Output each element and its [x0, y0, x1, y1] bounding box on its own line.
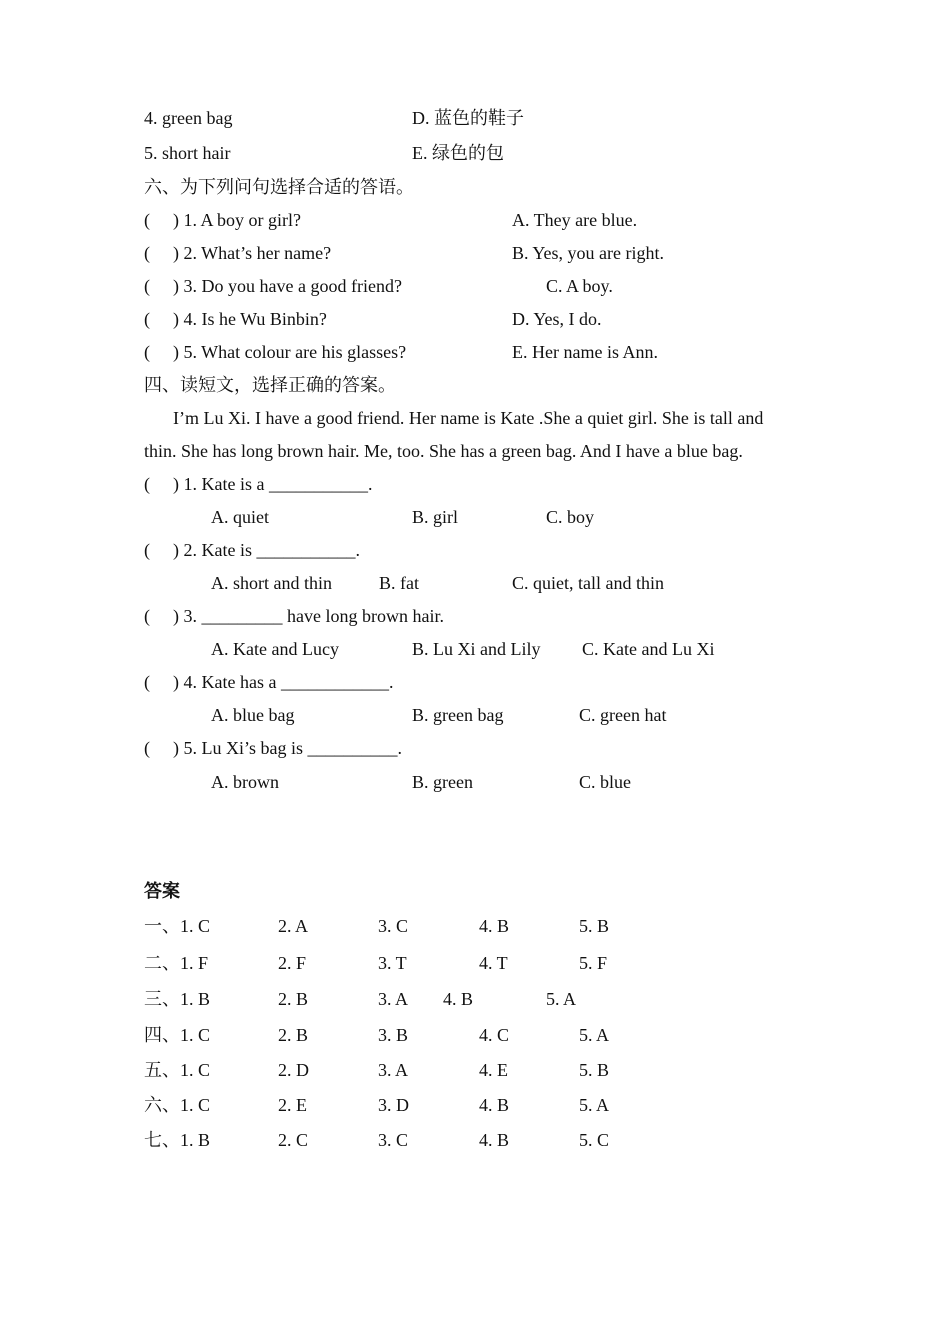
answer-option: E. Her name is Ann. — [512, 342, 658, 362]
question-text: ) 5. What colour are his glasses? — [173, 342, 407, 362]
answer-row-label: 一、1. C — [144, 916, 211, 936]
answer-cell: 4. C — [479, 1025, 510, 1045]
option-a: A. short and thin — [211, 573, 332, 593]
answer-option: D. Yes, I do. — [512, 309, 602, 329]
passage-line: thin. She has long brown hair. Me, too. She has a green bag. And I have a blue bag. — [144, 441, 743, 461]
match-item-left: 5. short hair — [144, 143, 231, 163]
answer-cell: 3. B — [378, 1025, 409, 1045]
answer-cell: 5. B — [579, 1060, 610, 1080]
answer-cell: 4. B — [443, 989, 474, 1009]
question-text: ) 5. Lu Xi’s bag is __________. — [173, 738, 402, 758]
answer-cell: 2. F — [278, 953, 307, 973]
answer-paren: ( — [144, 243, 150, 263]
match-item-right: D. 蓝色的鞋子 — [412, 108, 524, 128]
question-text: ) 1. Kate is a ___________. — [173, 474, 373, 494]
answer-cell: 2. B — [278, 1025, 309, 1045]
answer-paren: ( — [144, 738, 150, 758]
answer-paren: ( — [144, 606, 150, 626]
answer-cell: 5. C — [579, 1130, 610, 1150]
answer-cell: 5. F — [579, 953, 608, 973]
answer-paren: ( — [144, 672, 150, 692]
answer-cell: 3. T — [378, 953, 407, 973]
answer-cell: 4. T — [479, 953, 508, 973]
section-four-heading: 四、读短文，选择正确的答案。 — [144, 375, 396, 395]
option-b: B. Lu Xi and Lily — [412, 639, 541, 659]
answer-cell: 5. B — [579, 916, 610, 936]
match-item-left: 4. green bag — [144, 108, 233, 128]
option-b: B. green bag — [412, 705, 504, 725]
answer-cell: 2. C — [278, 1130, 309, 1150]
answer-paren: ( — [144, 210, 150, 230]
question-text: ) 2. What’s her name? — [173, 243, 332, 263]
passage-line: I’m Lu Xi. I have a good friend. Her name is Kate .She a quiet girl. She is tall and — [173, 408, 764, 428]
option-c: C. blue — [579, 772, 631, 792]
question-text: ) 4. Kate has a ____________. — [173, 672, 394, 692]
answer-cell: 5. A — [579, 1025, 610, 1045]
option-a: A. quiet — [211, 507, 269, 527]
option-a: A. Kate and Lucy — [211, 639, 339, 659]
option-c: C. boy — [546, 507, 595, 527]
answer-paren: ( — [144, 342, 150, 362]
answer-cell: 5. A — [579, 1095, 610, 1115]
answer-row-label: 四、1. C — [144, 1025, 211, 1045]
answer-paren: ( — [144, 474, 150, 494]
answer-cell: 3. D — [378, 1095, 409, 1115]
option-b: B. fat — [379, 573, 419, 593]
answer-cell: 4. B — [479, 1095, 510, 1115]
answer-paren: ( — [144, 309, 150, 329]
answer-option: A. They are blue. — [512, 210, 638, 230]
answer-row-label: 七、1. B — [144, 1130, 211, 1150]
answer-option: C. A boy. — [546, 276, 613, 296]
option-c: C. Kate and Lu Xi — [582, 639, 715, 659]
option-b: B. green — [412, 772, 473, 792]
answer-row-label: 三、1. B — [144, 989, 211, 1009]
answer-cell: 4. B — [479, 1130, 510, 1150]
answer-cell: 4. E — [479, 1060, 508, 1080]
option-a: A. blue bag — [211, 705, 295, 725]
section-six-heading: 六、为下列问句选择合适的答语。 — [144, 177, 414, 197]
question-text: ) 1. A boy or girl? — [173, 210, 301, 230]
answer-cell: 2. E — [278, 1095, 307, 1115]
answer-row-label: 二、1. F — [144, 953, 209, 973]
option-b: B. girl — [412, 507, 459, 527]
answer-cell: 5. A — [546, 989, 577, 1009]
answer-row-label: 五、1. C — [144, 1060, 211, 1080]
option-c: C. quiet, tall and thin — [512, 573, 664, 593]
answer-cell: 3. A — [378, 989, 409, 1009]
answer-cell: 2. B — [278, 989, 309, 1009]
question-text: ) 3. _________ have long brown hair. — [173, 606, 444, 626]
answers-heading: 答案 — [144, 881, 180, 901]
answer-cell: 3. C — [378, 916, 409, 936]
answer-cell: 2. D — [278, 1060, 309, 1080]
match-item-right: E. 绿色的包 — [412, 143, 504, 163]
question-text: ) 2. Kate is ___________. — [173, 540, 360, 560]
answer-row-label: 六、1. C — [144, 1095, 211, 1115]
answer-cell: 2. A — [278, 916, 309, 936]
option-c: C. green hat — [579, 705, 667, 725]
answer-cell: 3. A — [378, 1060, 409, 1080]
answer-paren: ( — [144, 540, 150, 560]
question-text: ) 4. Is he Wu Binbin? — [173, 309, 327, 329]
answer-paren: ( — [144, 276, 150, 296]
question-text: ) 3. Do you have a good friend? — [173, 276, 402, 296]
answer-cell: 3. C — [378, 1130, 409, 1150]
answer-cell: 4. B — [479, 916, 510, 936]
answer-option: B. Yes, you are right. — [512, 243, 664, 263]
option-a: A. brown — [211, 772, 279, 792]
